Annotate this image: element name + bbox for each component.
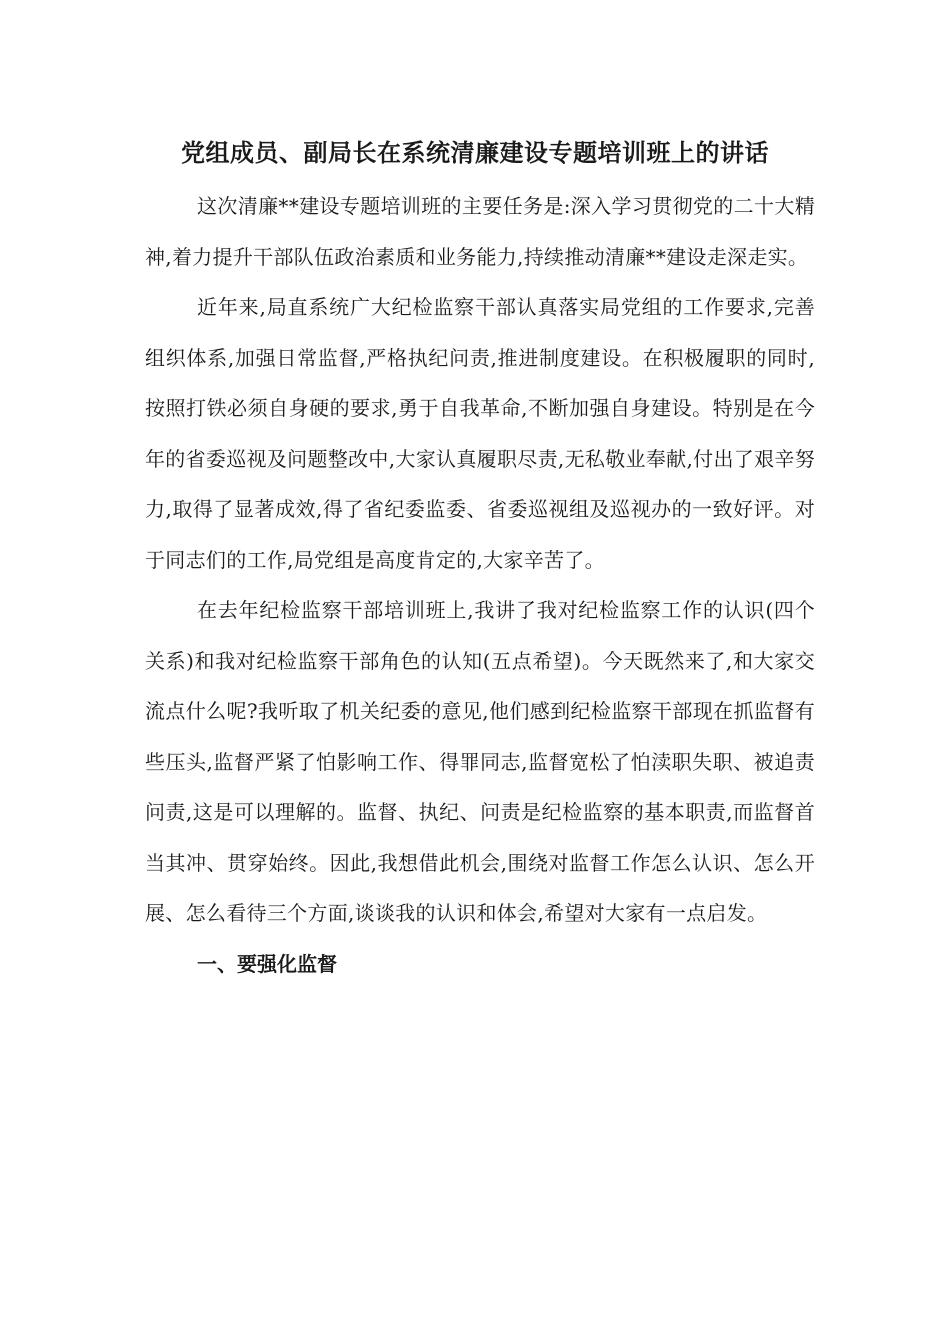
section-heading: 一、要强化监督 bbox=[197, 951, 337, 976]
document-body bbox=[145, 181, 815, 989]
paragraph-3: 在去年纪检监察干部培训班上,我讲了我对纪检监察工作的认识(四个关系)和我对纪检监察干部角色的认知(五点希望)。今天既然来了,和大家交流点什么呢?我听取了机关纪委的意见,他们感到纪检监察干部现在抓监督有些压头,监督严紧了怕影响工作、得罪同志,监督宽松了怕渎职失职、被追责问责,这是可以理解的。监督、执纪、问责是纪检监察的基本职责,而监督首当其冲、贯穿始终。因此,我想借此机会,围绕对监督工作怎么认识、怎么开展、怎么看待三个方面,谈谈我的认识和体会,希望对大家有一点启发。 bbox=[145, 598, 815, 925]
document-title: 党组成员、副局长在系统清廉建设专题培训班上的讲话 bbox=[181, 138, 769, 167]
paragraph-2: 近年来,局直系统广大纪检监察干部认真落实局党组的工作要求,完善组织体系,加强日常监督,严格执纪问责,推进制度建设。在积极履职的同时,按照打铁必须自身硬的要求,勇于自我革命,不断加强自身建设。特别是在今年的省委巡视及问题整改中,大家认真履职尽责,无私敬业奉献,付出了艰辛努力,取得了显著成效,得了省纪委监委、省委巡视组及巡视办的一致好评。对于同志们的工作,局党组是高度肯定的,大家辛苦了。 bbox=[145, 295, 815, 572]
paragraph-1: 这次清廉**建设专题培训班的主要任务是:深入学习贯彻党的二十大精神,着力提升干部队伍政治素质和业务能力,持续推动清廉**建设走深走实。 bbox=[145, 194, 815, 269]
